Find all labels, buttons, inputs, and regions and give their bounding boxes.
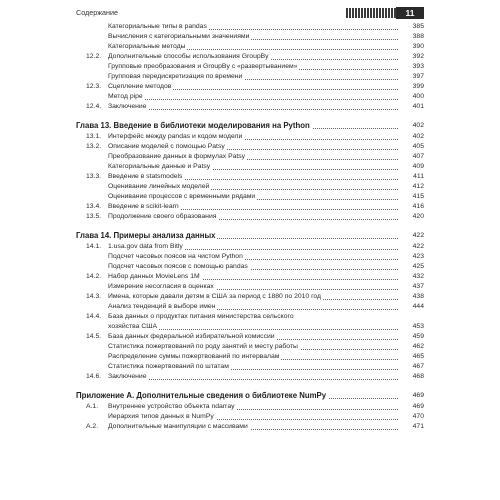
page-number: 467 bbox=[412, 363, 424, 370]
page-number: 444 bbox=[412, 303, 424, 310]
page-number: 407 bbox=[412, 153, 424, 160]
toc-chapter-heading[interactable] bbox=[76, 230, 424, 242]
section-number: 13.3. bbox=[86, 173, 102, 180]
toc-entry[interactable] bbox=[76, 292, 424, 302]
page-number: 385 bbox=[412, 23, 424, 30]
toc-entry[interactable] bbox=[76, 342, 424, 352]
section-title: Заключение bbox=[108, 373, 147, 380]
section-title: Групповая передискретизация по времени bbox=[108, 73, 243, 80]
section-title: Оценивание процессов с временными рядами bbox=[108, 193, 256, 200]
section-title: Сцепление методов bbox=[108, 83, 172, 90]
toc-entry[interactable] bbox=[76, 42, 424, 52]
page-number: 438 bbox=[412, 293, 424, 300]
toc-entry[interactable] bbox=[76, 202, 424, 212]
toc-entry[interactable] bbox=[76, 272, 424, 282]
page-number: 402 bbox=[412, 133, 424, 140]
page-number: 471 bbox=[412, 423, 424, 430]
section-number: 13.1. bbox=[86, 133, 102, 140]
section-title: Введение в scikit-learn bbox=[108, 203, 179, 210]
toc-entry[interactable] bbox=[76, 402, 424, 412]
section-number: 14.5. bbox=[86, 333, 102, 340]
toc-entry[interactable] bbox=[76, 322, 424, 332]
section-number: А.2. bbox=[86, 423, 99, 430]
header-page-number: 11 bbox=[396, 7, 424, 19]
section-number: 12.4. bbox=[86, 103, 102, 110]
section-title: Категориальные методы bbox=[108, 43, 186, 50]
chapter-page-number: 422 bbox=[412, 232, 424, 239]
toc-entry[interactable] bbox=[76, 242, 424, 252]
page-number: 459 bbox=[412, 333, 424, 340]
section-title: Вычисления с категориальными значениями bbox=[108, 33, 250, 40]
section-title: 1.usa.gov data from Bitly bbox=[108, 243, 183, 250]
toc-entry[interactable] bbox=[76, 192, 424, 202]
page-number: 411 bbox=[413, 173, 424, 180]
page-number: 405 bbox=[412, 143, 424, 150]
header-decorative-stripes bbox=[346, 8, 396, 18]
page-number: 423 bbox=[412, 253, 424, 260]
toc-entry[interactable] bbox=[76, 182, 424, 192]
section-number: 14.1. bbox=[86, 243, 102, 250]
toc-entry[interactable] bbox=[76, 62, 424, 72]
toc-entry[interactable] bbox=[76, 72, 424, 82]
section-title: Заключение bbox=[108, 103, 147, 110]
section-title: хозяйства США bbox=[108, 323, 158, 330]
section-title: Преобразование данных в формулах Patsy bbox=[108, 153, 246, 160]
toc-entry[interactable] bbox=[76, 52, 424, 62]
section-title: Категориальные типы в pandas bbox=[108, 23, 207, 30]
page-number: 415 bbox=[412, 193, 424, 200]
section-number: 12.3. bbox=[86, 83, 102, 90]
section-title: База данных федеральной избирательной комиссии bbox=[108, 333, 275, 340]
page-number: 412 bbox=[412, 183, 424, 190]
section-title: Имена, которые давали детям в США за период с 1880 по 2010 год bbox=[108, 293, 322, 300]
toc-chapter-heading[interactable] bbox=[76, 390, 424, 402]
section-number: А.1. bbox=[86, 403, 99, 410]
toc-entry[interactable] bbox=[76, 142, 424, 152]
chapter-title: Приложение А. Дополнительные сведения о библиотеке NumPy bbox=[76, 391, 327, 400]
page-number: 462 bbox=[412, 343, 424, 350]
toc-entry[interactable] bbox=[76, 332, 424, 342]
toc-entry[interactable] bbox=[76, 92, 424, 102]
running-header bbox=[76, 7, 424, 19]
toc-entry[interactable] bbox=[76, 372, 424, 382]
page-number: 420 bbox=[412, 213, 424, 220]
section-title: Внутреннее устройство объекта ndarray bbox=[108, 403, 235, 410]
toc-entry[interactable] bbox=[76, 82, 424, 92]
toc-entry[interactable] bbox=[76, 282, 424, 292]
section-number: 13.2. bbox=[86, 143, 102, 150]
chapter-title: Глава 13. Введение в библиотеки моделирования на Python bbox=[76, 121, 310, 130]
toc-entry[interactable] bbox=[76, 152, 424, 162]
section-title: Подсчет часовых поясов с помощью pandas bbox=[108, 263, 248, 270]
section-title: Введение в statsmodels bbox=[108, 173, 183, 180]
page-number: 390 bbox=[412, 43, 424, 50]
chapter-page-number: 402 bbox=[412, 122, 424, 129]
toc-chapter-heading[interactable] bbox=[76, 120, 424, 132]
toc-entry[interactable] bbox=[76, 412, 424, 422]
section-number: 14.2. bbox=[86, 273, 102, 280]
section-title: Метод pipe bbox=[108, 93, 143, 100]
section-title: Набор данных MovieLens 1M bbox=[108, 273, 200, 280]
chapter-page-number: 469 bbox=[412, 392, 424, 399]
toc-entry[interactable] bbox=[76, 362, 424, 372]
section-number: 13.5. bbox=[86, 213, 102, 220]
page-number: 388 bbox=[412, 33, 424, 40]
toc-entry[interactable] bbox=[76, 352, 424, 362]
toc-entry[interactable] bbox=[76, 302, 424, 312]
section-title: Интерфейс между pandas и кодом модели bbox=[108, 133, 243, 140]
section-title: Продолжение своего образования bbox=[108, 213, 217, 220]
header-title: Содержание bbox=[76, 8, 119, 17]
page-number: 397 bbox=[412, 73, 424, 80]
toc-entry[interactable] bbox=[76, 22, 424, 32]
page-number: 470 bbox=[412, 413, 424, 420]
page-number: 437 bbox=[412, 283, 424, 290]
section-title: Категориальные данные и Patsy bbox=[108, 163, 211, 170]
section-title: Статистика пожертвований по роду занятий и месту работы bbox=[108, 343, 298, 350]
section-title: Описание моделей с помощью Patsy bbox=[108, 143, 225, 150]
page-number: 392 bbox=[412, 53, 424, 60]
section-number: 14.4. bbox=[86, 313, 102, 320]
chapter-title: Глава 14. Примеры анализа данных bbox=[76, 231, 216, 240]
page-number: 432 bbox=[412, 273, 424, 280]
page-number: 453 bbox=[412, 323, 424, 330]
page-number: 401 bbox=[412, 103, 424, 110]
chapter-gap bbox=[76, 382, 424, 390]
chapter-gap bbox=[76, 222, 424, 230]
toc-entry[interactable] bbox=[76, 312, 424, 322]
page-number: 422 bbox=[412, 243, 424, 250]
section-number: 14.3. bbox=[86, 293, 102, 300]
toc-entry[interactable] bbox=[76, 32, 424, 42]
toc-entry[interactable] bbox=[76, 172, 424, 182]
chapter-gap bbox=[76, 112, 424, 120]
page-number: 425 bbox=[412, 263, 424, 270]
page-number: 469 bbox=[412, 403, 424, 410]
page-number: 393 bbox=[412, 63, 424, 70]
page-number: 468 bbox=[412, 373, 424, 380]
section-title: Дополнительные способы использования GroupBy bbox=[108, 53, 269, 60]
page-number: 399 bbox=[412, 83, 424, 90]
page-number: 416 bbox=[412, 203, 424, 210]
section-title: Дополнительные манипуляции с массивами bbox=[108, 423, 248, 430]
section-number: 14.6. bbox=[86, 373, 102, 380]
section-title: Иерархия типов данных в NumPy bbox=[108, 413, 214, 420]
section-title: Анализ тенденций в выборе имен bbox=[108, 303, 216, 310]
section-number: 13.4. bbox=[86, 203, 102, 210]
toc-entry[interactable] bbox=[76, 262, 424, 272]
section-title: Групповые преобразования и GroupBy с «развертыванием» bbox=[108, 63, 298, 70]
section-title: Подсчет часовых поясов на чистом Python bbox=[108, 253, 243, 260]
toc-entry[interactable] bbox=[76, 212, 424, 222]
section-title: Распределение суммы пожертвований по интервалам bbox=[108, 353, 280, 360]
toc-entry[interactable] bbox=[76, 102, 424, 112]
toc-entry[interactable] bbox=[76, 162, 424, 172]
toc-entry[interactable] bbox=[76, 422, 424, 432]
toc-entry[interactable] bbox=[76, 132, 424, 142]
toc-entry[interactable] bbox=[76, 252, 424, 262]
section-title: Оценивание линейных моделей bbox=[108, 183, 210, 190]
page-number: 465 bbox=[412, 353, 424, 360]
page-number: 400 bbox=[412, 93, 424, 100]
page-number: 409 bbox=[412, 163, 424, 170]
table-of-contents bbox=[76, 22, 424, 432]
section-title: Статистика пожертвований по штатам bbox=[108, 363, 229, 370]
section-number: 12.2. bbox=[86, 53, 102, 60]
section-title: Измерение несогласия в оценках bbox=[108, 283, 214, 290]
section-title: База данных о продуктах питания министерства сельского bbox=[108, 313, 294, 320]
